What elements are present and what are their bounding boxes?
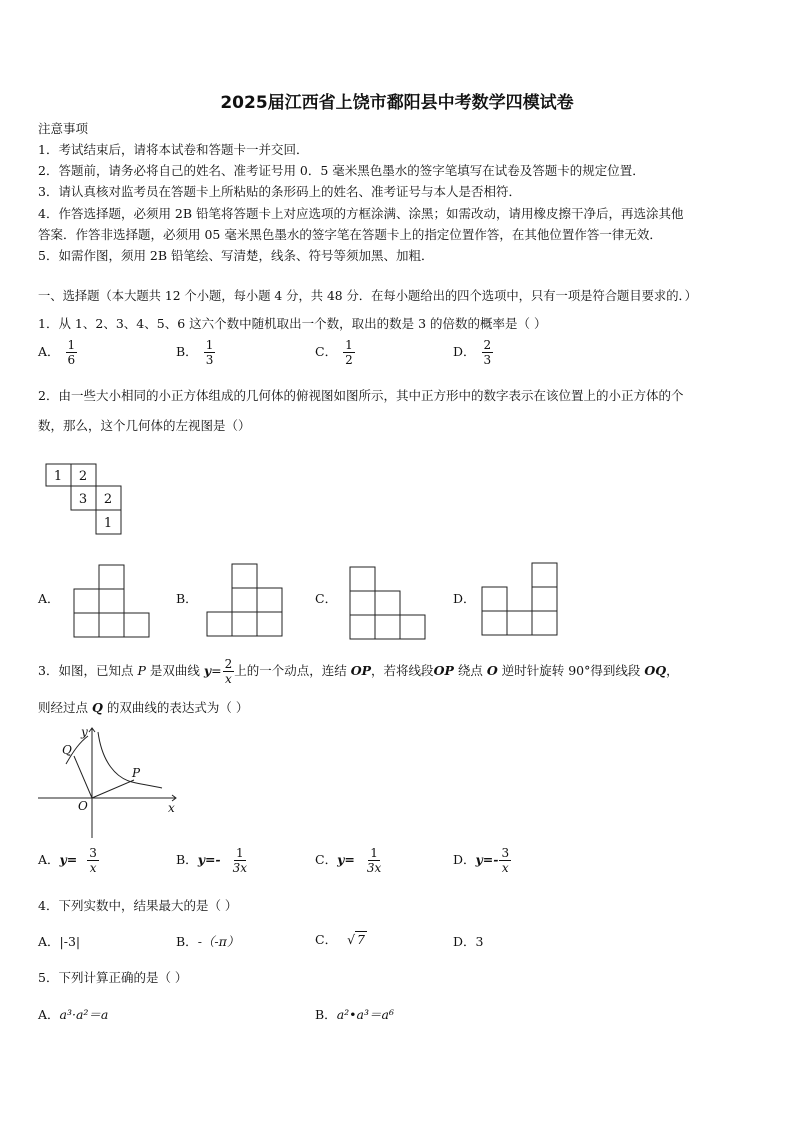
notice-item: 4．作答选择题，必须用 2B 铅笔将答题卡上对应选项的方框涂满、涂黑；如需改动，请用橡皮擦干净后，再选涂其他: [38, 206, 684, 221]
q3-option-d: [453, 846, 511, 875]
fraction: [223, 657, 235, 686]
stem-text: 上的一个动点，连结: [234, 663, 347, 678]
notice-item: 2．答题前，请务必将自己的姓名、准考证号用 0．5 毫米黑色墨水的签字笔填写在试卷及答题卡的规定位置．: [38, 163, 645, 178]
fraction: [66, 338, 78, 367]
question-2-stem-line1: 2．由一些大小相同的小正方体组成的几何体的俯视图如图所示，其中正方形中的数字表示在该位置上的小正方体的个: [38, 388, 684, 403]
denominator: 2: [345, 353, 353, 367]
q2-option-b-figure: [205, 562, 287, 638]
label-p: P: [132, 766, 141, 780]
option-value: a²•a³＝a⁶: [336, 1007, 394, 1022]
grid-number: 2: [103, 492, 113, 507]
hyperbola-curve-right: [98, 732, 162, 788]
option-value: -（-π）: [197, 934, 240, 949]
numerator: 1: [236, 846, 244, 860]
q3-option-c: [315, 846, 383, 875]
denominator: 3: [205, 353, 214, 367]
label-o: O: [78, 799, 88, 813]
denominator: 3x: [366, 861, 382, 875]
q2-option-c-figure: [348, 565, 430, 641]
top-view-grid: [44, 462, 128, 538]
fraction: [365, 846, 383, 875]
grid-number: 1: [103, 516, 113, 531]
stem-text: 是双曲线: [149, 663, 200, 678]
question-1-stem: 1．从 1、2、3、4、5、6 这六个数中随机取出一个数，取出的数是 3 的倍数的概率是（ ）: [38, 316, 547, 331]
segment-oq: OQ: [644, 663, 667, 678]
grid-number: 3: [78, 492, 88, 507]
section-heading: 一、选择题（本大题共 12 个小题，每小题 4 分，共 48 分．在每小题给出的四个选项中，只有一项是符合题目要求的．）: [38, 289, 697, 303]
fraction: [499, 846, 511, 875]
q5-option-b: [315, 1005, 394, 1023]
option-value: a³·a²＝a: [59, 1007, 109, 1022]
label-q: Q: [62, 743, 72, 757]
option-value: |-3|: [59, 934, 81, 949]
option-label: C．: [315, 344, 338, 359]
point-q: Q: [92, 700, 103, 715]
segment-oq-line: [74, 756, 92, 798]
q1-option-d: [453, 338, 493, 367]
numerator: 1: [370, 846, 378, 860]
q4-option-a: [38, 932, 80, 950]
option-label: C．: [315, 932, 338, 947]
notice-item: 5．如需作图，须用 2B 铅笔绘、写清楚，线条、符号等须加黑、加粗．: [38, 248, 434, 263]
equation-lhs: y=: [337, 852, 355, 867]
stem-text: 3．如图，已知点: [38, 663, 134, 678]
q1-option-c: [315, 338, 355, 367]
q2-option-d-label: D．: [453, 591, 476, 606]
hyperbola-figure: [36, 722, 186, 840]
numerator: 2: [483, 338, 492, 352]
option-label: B．: [176, 344, 198, 359]
q3-option-b: [176, 846, 249, 875]
numerator: 1: [205, 338, 214, 352]
denominator: 6: [67, 353, 76, 367]
question-3-stem-line2: [38, 698, 248, 716]
question-2-stem-line2: 数，那么，这个几何体的左视图是（）: [38, 418, 251, 433]
denominator: 3: [483, 353, 492, 367]
notice-item: 1．考试结束后，请将本试卷和答题卡一并交回．: [38, 142, 309, 157]
q4-option-d: [453, 932, 483, 950]
question-5-stem: 5．下列计算正确的是（ ）: [38, 970, 188, 985]
q2-option-a-figure: [72, 563, 154, 639]
var-y: y: [203, 663, 212, 678]
option-label: A．: [38, 1007, 60, 1022]
q2-option-a-label: A．: [38, 591, 60, 606]
q1-option-b: [176, 338, 215, 367]
option-label: B．: [176, 852, 198, 867]
segment-op-line: [92, 780, 134, 798]
option-label: D．: [453, 852, 476, 867]
segment-op: OP: [433, 663, 454, 678]
segment-op: OP: [350, 663, 372, 678]
question-4-stem: 4．下列实数中，结果最大的是（ ）: [38, 898, 238, 913]
numerator: 3: [501, 846, 510, 860]
option-label: D．: [453, 344, 476, 359]
equation-lhs: y=-: [475, 852, 499, 867]
stem-text: ，若将线段: [371, 663, 434, 678]
fraction: [482, 338, 494, 367]
denominator: x: [225, 672, 232, 686]
q4-option-c: [315, 930, 367, 948]
radicand: 7: [357, 932, 365, 947]
numerator: 3: [89, 846, 97, 860]
numerator: 1: [67, 338, 76, 352]
q5-option-a: [38, 1005, 108, 1023]
option-label: A．: [38, 852, 60, 867]
fraction: [204, 338, 216, 367]
fraction: [87, 846, 99, 875]
denominator: x: [501, 861, 509, 875]
denominator: 3x: [232, 861, 248, 875]
equation-lhs: y=-: [197, 852, 221, 867]
grid-number: 2: [78, 469, 88, 484]
notice-item: 答案．作答非选择题，必须用 05 毫米黑色墨水的签字笔在答题卡上的指定位置作答，在其他位置作答一律无效．: [38, 227, 662, 242]
sqrt-sign: √: [347, 932, 356, 947]
page-title: 2025届江西省上饶市鄱阳县中考数学四模试卷: [220, 93, 574, 113]
notice-item: 3．请认真核对监考员在答题卡上所粘贴的条形码上的姓名、准考证号与本人是否相符．: [38, 184, 521, 199]
option-label: B．: [176, 934, 198, 949]
question-3-stem-line1: [38, 657, 679, 686]
option-label: A．: [38, 934, 60, 949]
denominator: x: [89, 861, 97, 875]
stem-text: 则经过点: [38, 700, 89, 715]
q2-option-c-label: C．: [315, 591, 338, 606]
q1-option-a: [38, 338, 77, 367]
q4-option-b: [176, 932, 239, 950]
numerator: 2: [224, 657, 233, 671]
stem-text: 的双曲线的表达式为（ ）: [106, 700, 249, 715]
fraction: [343, 338, 355, 367]
option-label: B．: [315, 1007, 337, 1022]
option-label: A．: [38, 344, 60, 359]
q2-option-b-label: B．: [176, 591, 198, 606]
stem-text: 逆时针旋转 90°得到线段: [501, 663, 641, 678]
point-p: P: [137, 663, 146, 678]
fraction: [231, 846, 249, 875]
equals: =: [211, 663, 222, 678]
notice-heading: 注意事项: [38, 121, 89, 136]
option-label: D．: [453, 934, 476, 949]
q3-option-a: [38, 846, 99, 875]
stem-text: ，: [666, 663, 679, 678]
numerator: 1: [345, 338, 353, 352]
equation-lhs: y=: [59, 852, 78, 867]
option-label: C．: [315, 852, 338, 867]
option-value: 3: [475, 934, 484, 949]
point-o: O: [486, 663, 498, 678]
q2-option-d-figure: [480, 561, 562, 637]
grid-number: 1: [53, 469, 63, 484]
stem-text: 绕点: [457, 663, 483, 678]
label-x: x: [168, 801, 175, 815]
label-y: y: [81, 725, 88, 739]
